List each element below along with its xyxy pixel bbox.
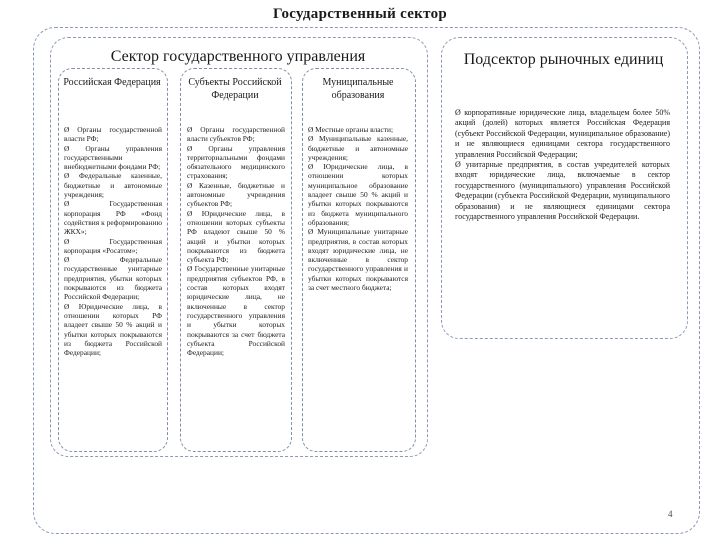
list-item: Ø Юридические лица, в отношении которых муниципальное образование владеет свыше 50 % акций и убытки которых покрываются из бюджета муниципального образования; bbox=[308, 162, 408, 227]
list-item: Ø Юридические лица, в отношении которых субъекты РФ владеют свыше 50 % акций и убытки которых покрываются из бюджета субъекта РФ; bbox=[187, 208, 285, 265]
list-item: Ø Муниципальные унитарные предприятия, в состав которых входят юридические лица, не включенные в сектор государственного управления и убытки которых покрываются за счет местного бюджета; bbox=[308, 227, 408, 293]
list-item: Ø Федеральные казенные, бюджетные и автономные учреждения; bbox=[64, 171, 162, 200]
public-administration-title: Сектор государственного управления bbox=[110, 48, 366, 65]
column-header-russian-federation: Российская Федерация bbox=[63, 77, 161, 88]
list-item: Ø корпоративные юридические лица, владельцем более 50% акций (долей) которых является Российская Федерация (субъект Российской Федерации, муниципальное образование) и не являющиеся единицами сектора государственного управления Российской Федерации; bbox=[455, 108, 670, 159]
list-item: Ø Местные органы власти; bbox=[308, 125, 394, 134]
list-item: Ø Органы государственной власти РФ; bbox=[64, 125, 162, 144]
list-item: Ø Органы управления государственными внебюджетными фондами РФ; bbox=[64, 143, 162, 172]
list-item: Ø унитарные предприятия, в состав учредителей которых входят юридические лица, включаемые в сектор государственного (муниципального) управления Российской Федерации (субъекта Российской Федерации, муниципального образования) и не являющиеся единицами сектора государственного управления Российской Федерации. bbox=[455, 160, 670, 222]
market-units-title: Подсектор рыночных единиц bbox=[463, 51, 664, 68]
column-header-federal-subjects: Субъекты Российской Федерации bbox=[188, 77, 282, 101]
page-number: 4 bbox=[668, 509, 673, 519]
market-units-body bbox=[455, 108, 670, 222]
list-item: Ø Органы государственной власти субъектов РФ; bbox=[187, 125, 285, 144]
list-item: Ø Муниципальные казенные, бюджетные и автономные учреждения; bbox=[308, 134, 408, 162]
list-item: Ø Органы управления территориальными фондами обязательного медицинского страхования; bbox=[187, 143, 285, 181]
list-item: Ø Юридические лица, в отношении которых РФ владеет свыше 50 % акций и убытки которых покрываются из бюджета Российской Федерации; bbox=[64, 301, 162, 358]
list-item: Ø Государственная корпорация «Росатом»; bbox=[64, 236, 162, 255]
list-item: Ø Федеральные государственные унитарные предприятия, убытки которых покрываются из бюджета Российской Федерации; bbox=[64, 255, 162, 302]
column-body-municipal-entities bbox=[308, 125, 408, 292]
column-body-russian-federation bbox=[64, 125, 162, 357]
list-item: Ø Государственная корпорация РФ «Фонд содействия к реформированию ЖКХ»; bbox=[64, 199, 162, 237]
column-header-municipal-entities: Муниципальные образования bbox=[322, 77, 394, 101]
list-item: Ø Казенные, бюджетные и автономные учреждения субъектов РФ; bbox=[187, 180, 285, 209]
list-item: Ø Государственные унитарные предприятия субъектов РФ, в состав которых входят юридические лица, не включенные в сектор государственного управления и убытки которых покрываются за счет бюджета субъекта Российской Федерации; bbox=[187, 264, 285, 358]
page-title: Государственный сектор bbox=[272, 6, 448, 22]
column-body-federal-subjects bbox=[187, 125, 285, 357]
